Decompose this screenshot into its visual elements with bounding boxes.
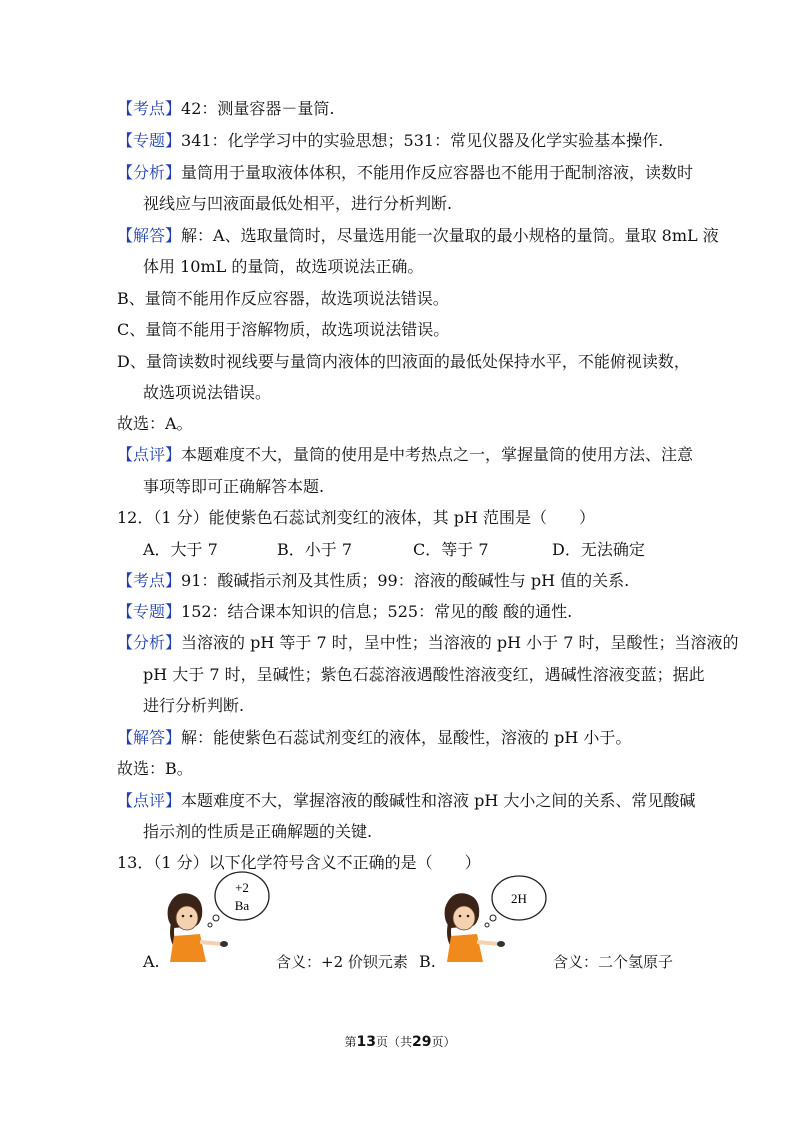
footer-suffix: 页） — [431, 1035, 456, 1049]
q13-option-a-meaning: 含义：+2 价钡元素 — [276, 953, 408, 971]
tag-fenxi: 【分析】 — [117, 633, 182, 652]
tag-zhuanti: 【专题】 — [117, 602, 182, 621]
line-fenxi-1-cont: 视线应与凹液面最低处相平，进行分析判断. — [143, 194, 453, 213]
text: 解：A、选取量筒时，尽量选用能一次量取的最小规格的量筒。量取 8mL 液 — [181, 226, 719, 245]
line-dianping-1-cont: 事项等即可正确解答本题. — [143, 477, 325, 496]
question-13: 13．（1 分）以下化学符号含义不正确的是（ ） — [117, 853, 481, 872]
q13-option-a-label: A. — [143, 952, 160, 971]
line-option-d-cont: 故选项说法错误。 — [143, 383, 272, 402]
tag-zhuanti: 【专题】 — [117, 131, 182, 150]
line-kaodian-1 — [117, 98, 334, 120]
text: 解：能使紫色石蕊试剂变红的液体，显酸性，溶液的 pH 小于。 — [181, 728, 632, 747]
footer-page-number: 13 — [356, 1034, 376, 1050]
tag-fenxi: 【分析】 — [117, 163, 182, 182]
q12-option-c: C．等于 7 — [413, 540, 489, 559]
footer-mid: 页（共 — [375, 1035, 412, 1049]
line-answer-2: 故选：B。 — [117, 759, 193, 778]
q12-option-b: B．小于 7 — [277, 540, 353, 559]
line-zhuanti-2 — [117, 601, 572, 623]
text: 本题难度不大，量筒的使用是中考热点之一，掌握量筒的使用方法、注意 — [181, 445, 694, 464]
tag-jieda: 【解答】 — [117, 728, 182, 747]
line-jieda-1 — [117, 225, 719, 247]
bubble-formula: 2H — [511, 891, 527, 906]
line-jieda-2 — [117, 727, 631, 749]
line-fenxi-1 — [117, 162, 693, 184]
text: 当溶液的 pH 等于 7 时，呈中性；当溶液的 pH 小于 7 时，呈酸性；当溶液的 — [181, 633, 739, 652]
q12-option-d: D．无法确定 — [552, 540, 645, 559]
tag-dianping: 【点评】 — [117, 791, 182, 810]
text: 152：结合课本知识的信息；525：常见的酸 酸的通性. — [181, 602, 573, 621]
tag-jieda: 【解答】 — [117, 226, 182, 245]
line-option-c-explain: C、量筒不能用于溶解物质，故选项说法错误。 — [117, 320, 450, 339]
page-footer — [0, 1033, 800, 1050]
tag-kaodian: 【考点】 — [117, 571, 182, 590]
line-fenxi-2 — [117, 632, 738, 654]
text: 91：酸碱指示剂及其性质；99：溶液的酸碱性与 pH 值的关系. — [181, 571, 630, 590]
bubble-symbol: Ba — [234, 898, 250, 913]
q13-option-b-meaning: 含义：二个氢原子 — [553, 953, 674, 971]
tag-kaodian: 【考点】 — [117, 99, 182, 118]
tag-dianping: 【点评】 — [117, 445, 182, 464]
girl-thinking-illustration-a — [160, 868, 272, 963]
line-zhuanti-1 — [117, 130, 663, 152]
footer-prefix: 第 — [344, 1035, 357, 1049]
girl-thinking-illustration-b — [437, 868, 549, 963]
q13-option-b-label: B. — [419, 952, 436, 971]
line-dianping-2 — [117, 790, 695, 812]
line-answer-1: 故选：A。 — [117, 414, 193, 433]
text: 本题难度不大，掌握溶液的酸碱性和溶液 pH 大小之间的关系、常见酸碱 — [181, 791, 696, 810]
line-dianping-2-cont: 指示剂的性质是正确解题的关键. — [143, 822, 373, 841]
text: 42：测量容器－量筒. — [181, 99, 335, 118]
line-fenxi-2-cont1: pH 大于 7 时，呈碱性；紫色石蕊溶液遇酸性溶液变红，遇碱性溶液变蓝；据此 — [143, 665, 705, 684]
q12-option-a: A．大于 7 — [143, 540, 218, 559]
line-option-d-explain: D、量筒读数时视线要与量筒内液体的凹液面的最低处保持水平，不能俯视读数， — [117, 352, 690, 371]
footer-total-pages: 29 — [412, 1034, 432, 1050]
line-kaodian-2 — [117, 570, 629, 592]
line-option-b-explain: B、量筒不能用作反应容器，故选项说法错误。 — [117, 289, 449, 308]
question-12: 12．（1 分）能使紫色石蕊试剂变红的液体，其 pH 范围是（ ） — [117, 508, 595, 527]
line-fenxi-2-cont2: 进行分析判断. — [143, 696, 245, 715]
line-dianping-1 — [117, 444, 693, 466]
text: 量筒用于量取液体体积，不能用作反应容器也不能用于配制溶液，读数时 — [181, 163, 694, 182]
line-jieda-1-cont: 体用 10mL 的量筒，故选项说法正确。 — [143, 257, 424, 276]
text: 341：化学学习中的实验思想；531：常见仪器及化学实验基本操作. — [181, 131, 664, 150]
bubble-charge: +2 — [235, 880, 249, 895]
